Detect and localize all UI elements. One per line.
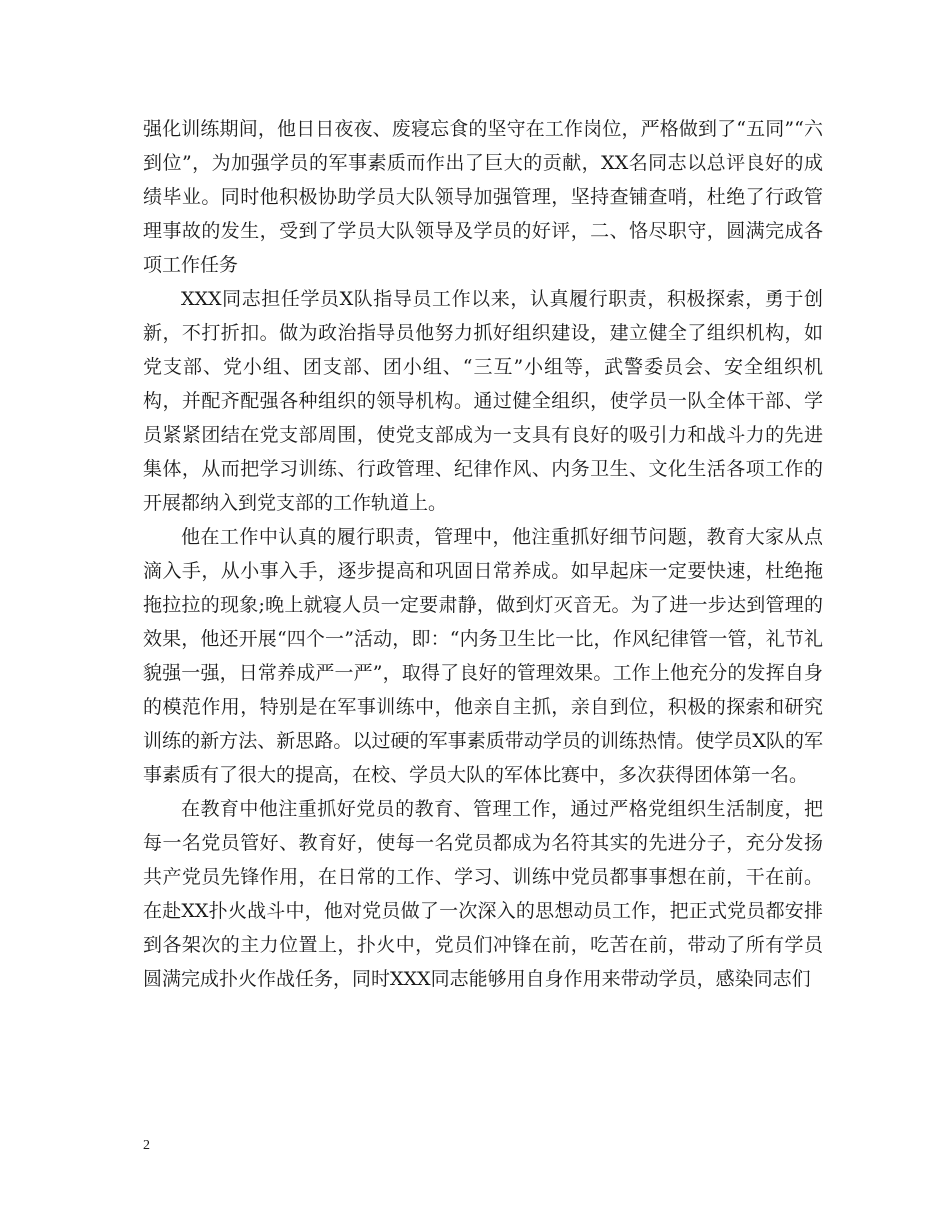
body-text xyxy=(143,112,823,996)
page-number: 2 xyxy=(143,1138,150,1153)
paragraph-3: 他在工作中认真的履行职责，管理中，他注重抓好细节问题，教育大家从点滴入手，从小事入手，逐步提高和巩固日常养成。如早起床一定要快速，杜绝拖拖拉拉的现象;晚上就寝人员一定要肃静，做到灯灭音无。为了进一步达到管理的效果，他还开展“四个一”活动，即：“内务卫生比一比，作风纪律管一管，礼节礼貌强一强，日常养成严一严”，取得了良好的管理效果。工作上他充分的发挥自身的模范作用，特别是在军事训练中，他亲自主抓，亲自到位，积极的探索和研究训练的新方法、新思路。以过硬的军事素质带动学员的训练热情。使学员X队的军事素质有了很大的提高，在校、学员大队的军体比赛中，多次获得团体第一名。 xyxy=(143,526,823,786)
paragraph-1: 强化训练期间，他日日夜夜、废寝忘食的坚守在工作岗位，严格做到了“五同”“六到位”，为加强学员的军事素质而作出了巨大的贡献，XX名同志以总评良好的成绩毕业。同时他积极协助学员大队领导加强管理，坚持查铺查哨，杜绝了行政管理事故的发生，受到了学员大队领导及学员的好评，二、恪尽职守，圆满完成各项工作任务 xyxy=(143,118,823,276)
paragraph-2: XXX同志担任学员X队指导员工作以来，认真履行职责，积极探索，勇于创新，不打折扣。做为政治指导员他努力抓好组织建设，建立健全了组织机构，如党支部、党小组、团支部、团小组、“三互”小组等，武警委员会、安全组织机构，并配齐配强各种组织的领导机构。通过健全组织，使学员一队全体干部、学员紧紧团结在党支部周围，使党支部成为一支具有良好的吸引力和战斗力的先进集体，从而把学习训练、行政管理、纪律作风、内务卫生、文化生活各项工作的开展都纳入到党支部的工作轨道上。 xyxy=(143,288,823,514)
paragraph-4: 在教育中他注重抓好党员的教育、管理工作，通过严格党组织生活制度，把每一名党员管好、教育好，使每一名党员都成为名符其实的先进分子，充分发扬共产党员先锋作用，在日常的工作、学习、训练中党员都事事想在前，干在前。在赴XX扑火战斗中，他对党员做了一次深入的思想动员工作，把正式党员都安排到各架次的主力位置上，扑火中，党员们冲锋在前，吃苦在前，带动了所有学员圆满完成扑火作战任务，同时XXX同志能够用自身作用来带动学员，感染同志们 xyxy=(143,798,823,990)
